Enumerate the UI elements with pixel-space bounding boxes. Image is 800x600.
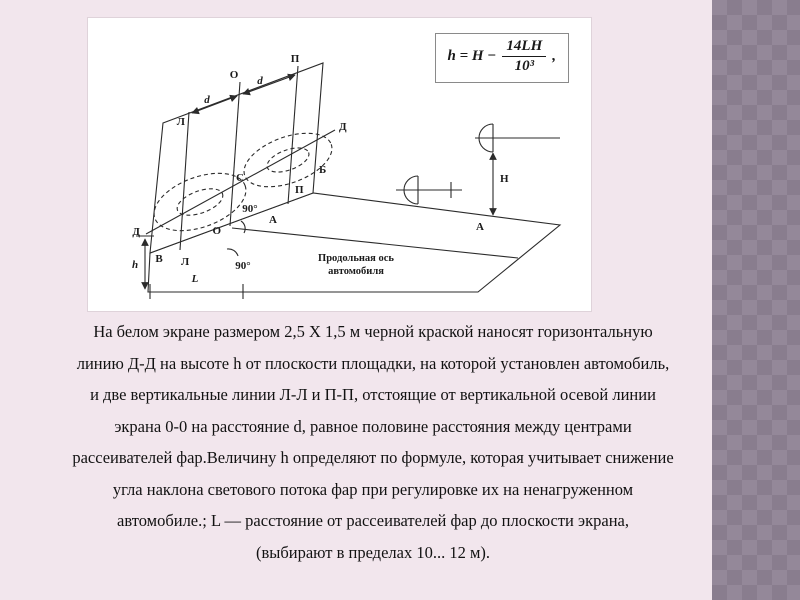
label-o-top: О	[229, 69, 239, 81]
label-d-dim-left: d	[204, 94, 210, 106]
screen-plane	[150, 63, 323, 253]
text-line: и две вертикальные линии Л-Л и П-П, отстоящие от вертикальной осевой линии	[90, 385, 656, 404]
text-line: линию Д-Д на высоте h от плоскости площадки, на которой установлен автомобиль,	[76, 353, 670, 373]
text-line: рассеивателей фар.Величину h определяют по формуле, которая учитывает снижение	[72, 448, 674, 467]
formula-lhs: h = H −	[447, 48, 497, 65]
formula-suffix: ,	[552, 48, 556, 65]
label-H-dim: Н	[500, 173, 509, 185]
label-o-bottom: О	[212, 225, 221, 237]
label-dd-left: Д	[132, 226, 140, 238]
label-dd-right: Д	[339, 121, 347, 133]
slide-body-text	[40, 316, 706, 568]
formula-denominator: 10³	[514, 58, 535, 75]
formula-numerator: 14LH	[502, 38, 546, 57]
text-line: экрана 0-0 на расстояние d, равное половине расстояния между центрами	[114, 416, 632, 436]
label-a-floor: А	[476, 221, 484, 233]
diagram-panel	[88, 18, 591, 311]
right-headlight-icon	[475, 124, 560, 152]
left-headlight-icon	[396, 176, 462, 204]
headlight-height-formula	[435, 33, 570, 83]
text-line: (выбирают в пределах 10... 12 м).	[255, 542, 491, 562]
axis-caption-line2: автомобиля	[328, 266, 384, 277]
angle-arc-front	[241, 221, 245, 233]
label-L-dim: L	[191, 273, 199, 285]
angle-arc-base	[227, 249, 238, 256]
label-p-top: П	[290, 53, 300, 65]
label-b-point: Б	[319, 164, 327, 176]
label-l-top: Л	[176, 116, 185, 128]
label-v-point: В	[155, 253, 163, 265]
label-l-bottom: Л	[181, 256, 190, 268]
formula-fraction	[502, 38, 546, 76]
label-p-bottom: П	[295, 184, 304, 196]
decorative-diamond-strip	[712, 0, 800, 600]
label-h-dim: h	[131, 259, 139, 271]
axis-caption-line1: Продольная ось	[318, 253, 394, 264]
label-c-point: С	[236, 172, 244, 184]
text-line: угла наклона светового потока фар при регулировке их на ненагруженном	[112, 479, 634, 499]
label-a-screen: А	[269, 214, 277, 226]
label-d-dim-right: d	[257, 75, 263, 87]
text-line: На белом экране размером 2,5 X 1,5 м черной краской наносят горизонтальную	[93, 322, 653, 341]
label-angle-base: 90°	[235, 260, 251, 272]
label-angle-front: 90°	[242, 203, 258, 215]
text-line: автомобиле.; L — расстояние от рассеивателей фар до плоскости экрана,	[117, 511, 629, 530]
